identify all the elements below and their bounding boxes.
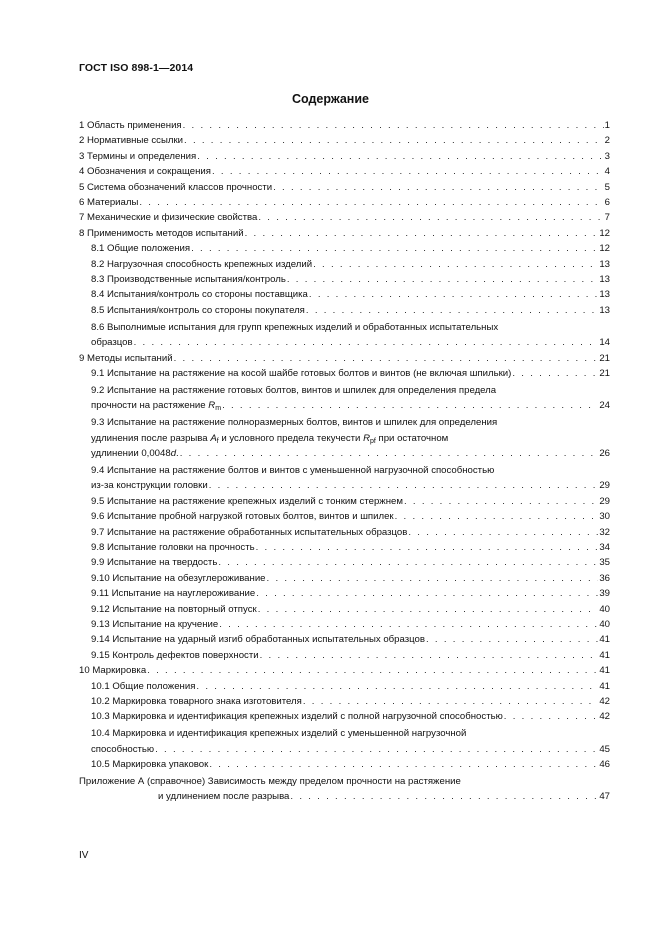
toc-page-number: 34	[599, 541, 610, 553]
toc-subentry[interactable]: 9.6 Испытание пробной нагрузкой готовых болтов, винтов и шпилек . . . 30	[91, 509, 610, 524]
toc-page-number: 40	[599, 619, 610, 630]
toc-subentry[interactable]: 9.8 Испытание головки на прочность . . . 34	[91, 540, 610, 555]
toc-page-number: 13	[599, 289, 610, 301]
toc-subentry[interactable]: 10.4 Маркировка и идентификация крепежных изделий с уменьшенной нагрузочной способностью . . . 45	[91, 726, 610, 757]
toc-subentry[interactable]: 9.14 Испытание на ударный изгиб обработанных испытательных образцов . . . 41	[91, 632, 610, 647]
toc-page-number: 46	[599, 759, 610, 771]
toc-subentry[interactable]: 10.1 Общие положения . . . 41	[91, 679, 610, 694]
toc-subentry[interactable]: 10.2 Маркировка товарного знака изготовителя . . . 42	[91, 694, 610, 709]
toc-subentry[interactable]: 8.6 Выполнимые испытания для групп крепежных изделий и обработанных испытательных образцов . . . 14	[91, 320, 610, 351]
toc-page-number: 14	[599, 337, 610, 349]
toc-subentry[interactable]: 10.5 Маркировка упаковок . . . 46	[91, 757, 610, 772]
toc-page-number: 2	[604, 135, 610, 147]
page-number: IV	[79, 850, 89, 861]
toc-subentry[interactable]: 9.11 Испытание на науглероживание . . . 39	[91, 586, 610, 601]
toc-subentry[interactable]: 9.5 Испытание на растяжение крепежных изделий с тонким стержнем . . . 29	[91, 494, 610, 509]
toc-page-number: 13	[599, 304, 610, 316]
toc-page-number: 41	[599, 649, 610, 661]
toc-subentry[interactable]: 9.4 Испытание на растяжение болтов и винтов с уменьшенной нагрузочной способностью из-за конструкции головки . . . 29	[91, 463, 610, 494]
toc-entry[interactable]: 7 Механические и физические свойства . . . 7	[79, 210, 610, 225]
toc-page-number: 13	[599, 274, 610, 286]
toc-page-number: 47	[599, 791, 610, 803]
toc-subentry[interactable]: 9.15 Контроль дефектов поверхности . . . 41	[91, 648, 610, 663]
document-header: ГОСТ ISO 898-1—2014	[79, 62, 194, 74]
toc-page-number: 42	[599, 696, 610, 708]
toc-entry[interactable]: 3 Термины и определения . . . 3	[79, 149, 610, 164]
toc-subentry[interactable]: 8.4 Испытания/контроль со стороны поставщика . . . 13	[91, 287, 610, 302]
toc-subentry[interactable]: 9.13 Испытание на кручение . . . 40	[91, 617, 610, 632]
toc-page-number: 6	[604, 197, 610, 209]
toc-page-number: 21	[599, 352, 610, 364]
toc-page-number: 1	[604, 120, 610, 131]
toc-entry[interactable]: 5 Система обозначений классов прочности . . . 5	[79, 180, 610, 195]
toc-entry[interactable]: 6 Материалы . . . 6	[79, 195, 610, 210]
toc-entry[interactable]: 8 Применимость методов испытаний . . . 12	[79, 226, 610, 241]
toc-subentry[interactable]: 9.9 Испытание на твердость . . . 35	[91, 555, 610, 570]
toc-page-number: 39	[599, 588, 610, 600]
toc-entry-appendix[interactable]: Приложение А (справочное) Зависимость между пределом прочности на растяжение и удлинением после разрыва . . . 47	[79, 774, 610, 805]
toc-page-number: 4	[604, 166, 610, 178]
toc-entry[interactable]: 2 Нормативные ссылки . . . 2	[79, 133, 610, 148]
toc-page-number: 45	[599, 743, 610, 755]
toc-page-number: 24	[599, 400, 610, 412]
toc-entry[interactable]: 4 Обозначения и сокращения . . . 4	[79, 164, 610, 179]
toc-subentry[interactable]: 8.2 Нагрузочная способность крепежных изделий . . . 13	[91, 257, 610, 272]
toc-page-number: 12	[599, 243, 610, 255]
toc-subentry[interactable]: 8.1 Общие положения . . . 12	[91, 241, 610, 256]
toc-subentry[interactable]: 9.3 Испытание на растяжение полноразмерных болтов, винтов и шпилек для определения удлинения после разрыва $A_f$ и условного предела текучести $R_{pf}$ при остаточном удлинении 0,0048d. . . . 26	[91, 415, 610, 461]
toc-entry[interactable]: 9 Методы испытаний . . . 21	[79, 351, 610, 366]
toc-page-number: 12	[599, 227, 610, 239]
toc-page-number: 36	[599, 572, 610, 584]
toc-subentry[interactable]: 10.3 Маркировка и идентификация крепежных изделий с полной нагрузочной способностью . . . 42	[91, 709, 610, 724]
table-of-contents	[79, 118, 610, 805]
toc-page-number: 40	[599, 603, 610, 615]
toc-subentry[interactable]: 8.5 Испытания/контроль со стороны покупателя . . . 13	[91, 303, 610, 318]
toc-subentry[interactable]: 9.2 Испытание на растяжение готовых болтов, винтов и шпилек для определения предела прочности на растяжение $R_m$ . . . 24	[91, 383, 610, 414]
toc-page-number: 26	[599, 448, 610, 460]
toc-page-number: 5	[604, 181, 610, 193]
toc-subentry[interactable]: 9.10 Испытание на обезуглероживание . . . 36	[91, 571, 610, 586]
toc-subentry[interactable]: 9.1 Испытание на растяжение на косой шайбе готовых болтов и винтов (не включая шпильки) . . . 21	[91, 366, 610, 381]
toc-page-number: 21	[599, 368, 610, 379]
toc-page-number: 29	[599, 480, 610, 492]
toc-title: Содержание	[291, 92, 369, 106]
toc-page-number: 7	[604, 212, 610, 224]
toc-page-number: 13	[599, 258, 610, 270]
toc-page-number: 32	[599, 526, 610, 538]
toc-page-number: 41	[599, 665, 610, 677]
toc-page-number: 35	[599, 557, 610, 569]
toc-page-number: 3	[604, 150, 610, 162]
toc-entry[interactable]: 1 Область применения . . . 1	[79, 118, 610, 133]
toc-page-number: 29	[599, 495, 610, 507]
toc-page-number: 30	[599, 511, 610, 523]
toc-subentry[interactable]: 9.7 Испытание на растяжение обработанных испытательных образцов . . . 32	[91, 525, 610, 540]
toc-subentry[interactable]: 9.12 Испытание на повторный отпуск . . . 40	[91, 602, 610, 617]
toc-subentry[interactable]: 8.3 Производственные испытания/контроль . . . 13	[91, 272, 610, 287]
toc-page-number: 42	[599, 711, 610, 723]
toc-entry[interactable]: 10 Маркировка . . . 41	[79, 663, 610, 678]
toc-page-number: 41	[599, 634, 610, 646]
toc-page-number: 41	[599, 680, 610, 692]
